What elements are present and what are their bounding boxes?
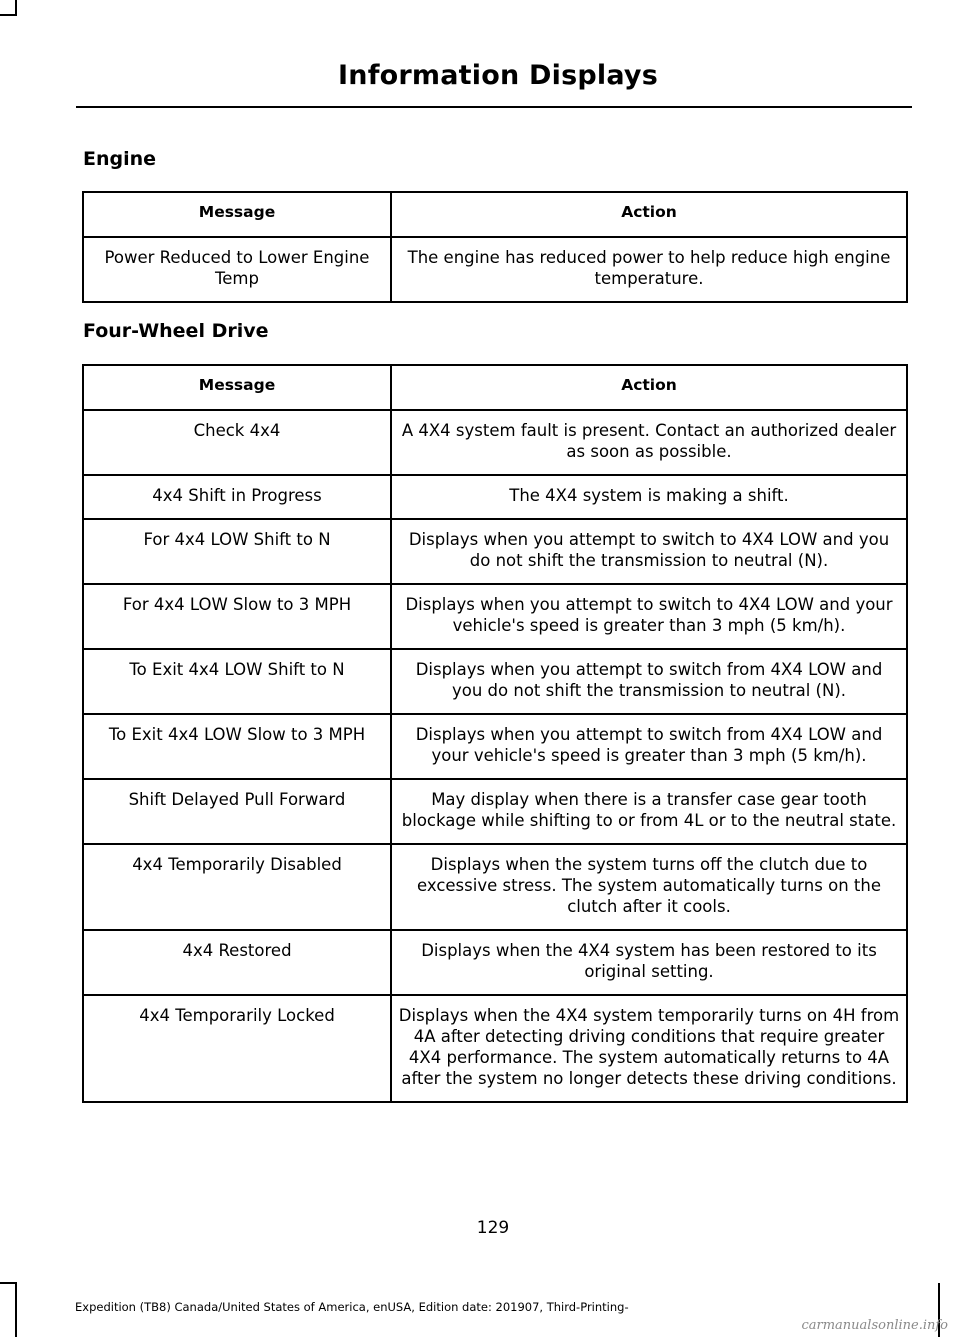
table-row [83,649,907,714]
table-row [83,237,907,302]
table-row [83,475,907,519]
table-row [83,584,907,649]
table-header-row [83,192,907,237]
table-row [83,779,907,844]
message-cell: Shift Delayed Pull Forward [83,779,391,844]
four-wheel-drive-table [82,364,908,1103]
section-title-engine: Engine [83,148,157,170]
message-cell: To Exit 4x4 LOW Slow to 3 MPH [83,714,391,779]
message-cell: For 4x4 LOW Slow to 3 MPH [83,584,391,649]
watermark: carmanualsonline.info [801,1318,948,1333]
message-cell: Check 4x4 [83,410,391,475]
page-title: Information Displays [338,60,658,91]
action-cell: Displays when the 4X4 system has been restored to its original setting. [391,930,907,995]
crop-mark-bottom-left [15,1283,17,1337]
message-cell: 4x4 Temporarily Locked [83,995,391,1102]
table-row [83,844,907,930]
action-cell: Displays when you attempt to switch from 4X4 LOW and your vehicle's speed is greater than 3 mph (5 km/h). [391,714,907,779]
crop-mark-top-left [15,0,17,14]
table-row [83,714,907,779]
table-row [83,410,907,475]
footer-edition-info: Expedition (TB8) Canada/United States of America, enUSA, Edition date: 201907, Third-Printing- [75,1300,629,1314]
page-number: 129 [476,1218,510,1238]
crop-mark-top-left-h [0,14,17,16]
column-header-action: Action [391,192,907,237]
action-cell: Displays when the system turns off the clutch due to excessive stress. The system automatically turns on the clutch after it cools. [391,844,907,930]
crop-mark-bottom-left-h [0,1282,17,1284]
action-cell: The 4X4 system is making a shift. [391,475,907,519]
action-cell: A 4X4 system fault is present. Contact an authorized dealer as soon as possible. [391,410,907,475]
table-header-row [83,365,907,410]
action-cell: Displays when you attempt to switch to 4X4 LOW and your vehicle's speed is greater than 3 mph (5 km/h). [391,584,907,649]
action-cell: The engine has reduced power to help reduce high engine temperature. [391,237,907,302]
engine-table [82,191,908,303]
section-title-four-wheel-drive: Four-Wheel Drive [83,320,269,342]
message-cell: 4x4 Shift in Progress [83,475,391,519]
action-cell: Displays when you attempt to switch from 4X4 LOW and you do not shift the transmission to neutral (N). [391,649,907,714]
table-row [83,519,907,584]
message-cell: To Exit 4x4 LOW Shift to N [83,649,391,714]
action-cell: Displays when you attempt to switch to 4X4 LOW and you do not shift the transmission to neutral (N). [391,519,907,584]
message-cell: 4x4 Temporarily Disabled [83,844,391,930]
header-divider [76,106,912,108]
column-header-message: Message [83,365,391,410]
message-cell: 4x4 Restored [83,930,391,995]
action-cell: May display when there is a transfer case gear tooth blockage while shifting to or from 4L or to the neutral state. [391,779,907,844]
table-row [83,930,907,995]
message-cell: Power Reduced to Lower Engine Temp [83,237,391,302]
action-cell: Displays when the 4X4 system temporarily turns on 4H from 4A after detecting driving conditions that require greater 4X4 performance. The system automatically returns to 4A after the system no longer detects these driving conditions. [391,995,907,1102]
table-row [83,995,907,1102]
message-cell: For 4x4 LOW Shift to N [83,519,391,584]
column-header-action: Action [391,365,907,410]
column-header-message: Message [83,192,391,237]
